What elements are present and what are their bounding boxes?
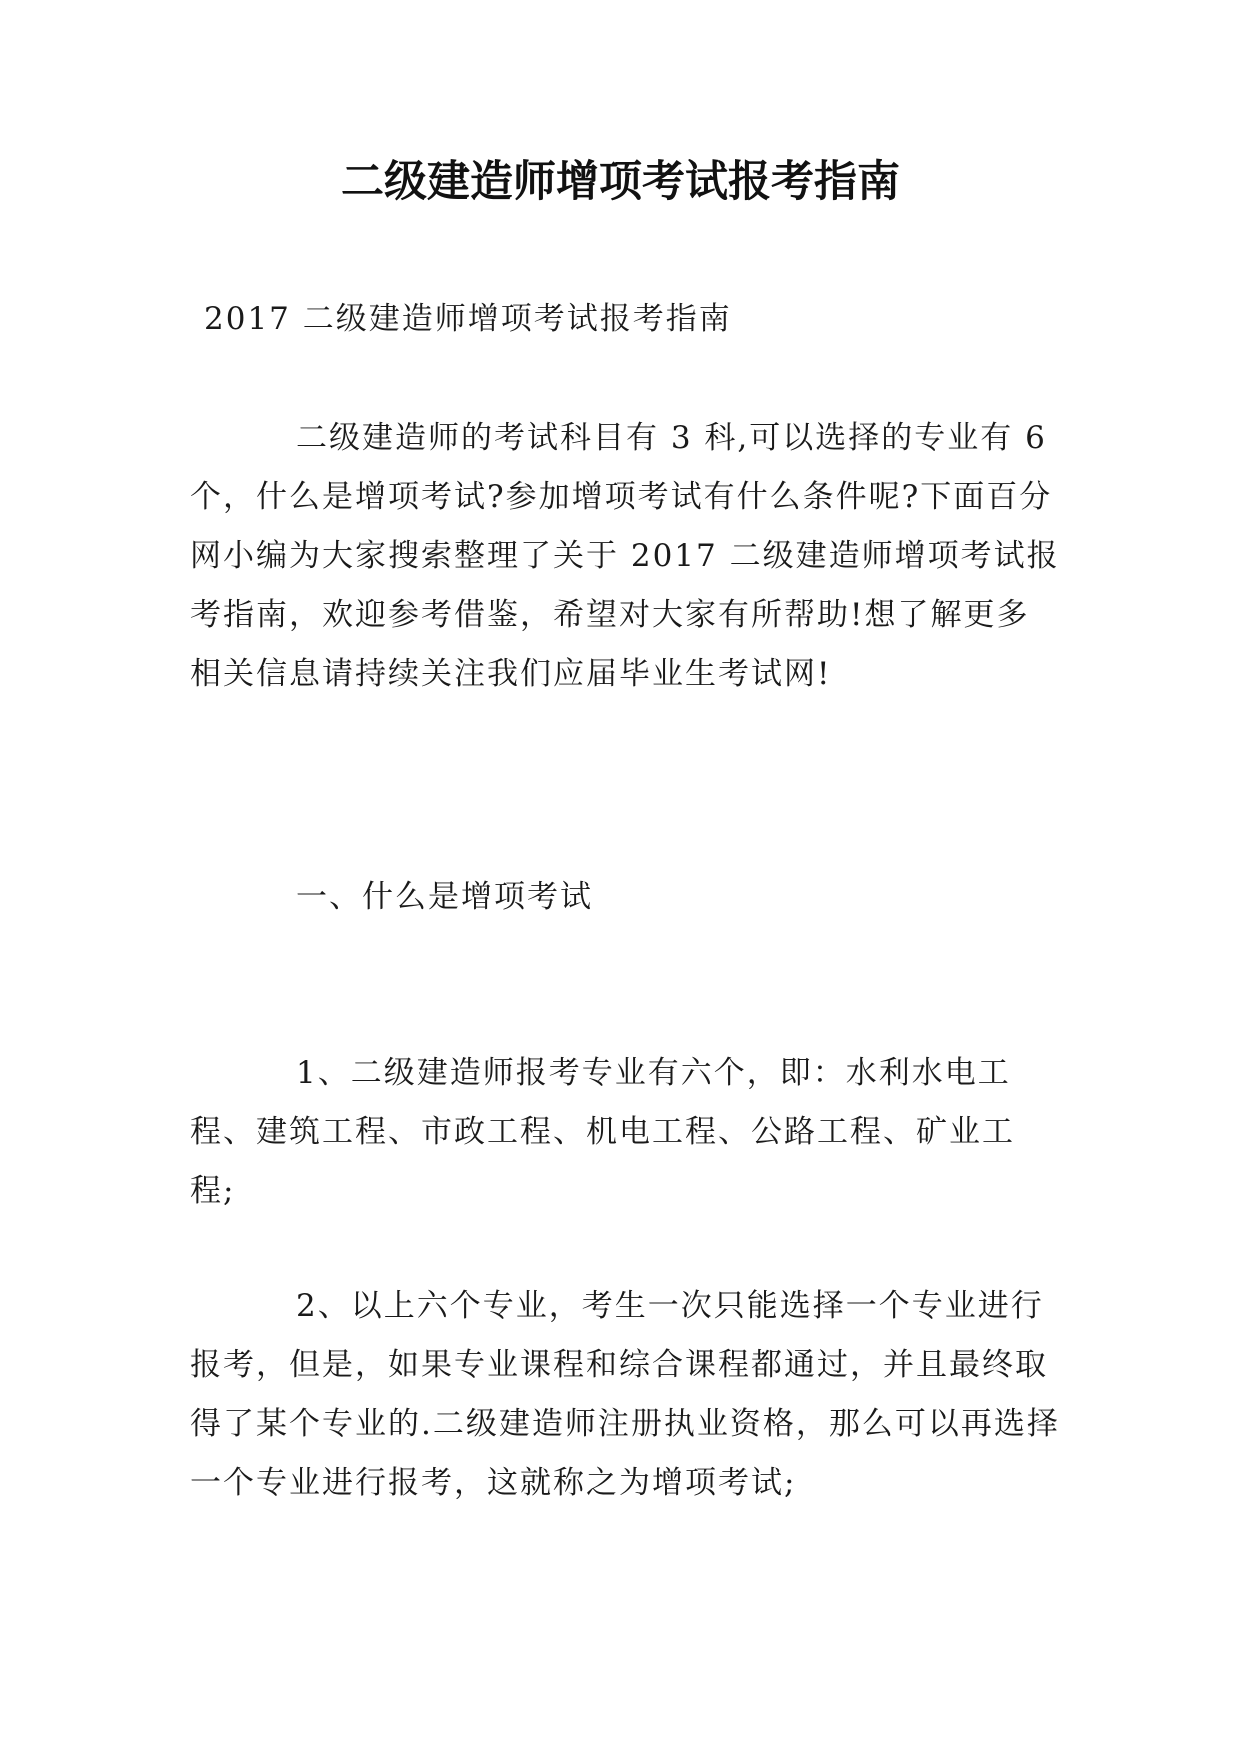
list-item-1: 1、二级建造师报考专业有六个，即：水利水电工程、建筑工程、市政工程、机电工程、公路工程、矿业工程; xyxy=(190,1055,1015,1209)
section-heading: 一、什么是增项考试 xyxy=(296,879,593,915)
list-item-2: 2、以上六个专业，考生一次只能选择一个专业进行报考，但是，如果专业课程和综合课程都通过，并且最终取得了某个专业的.二级建造师注册执业资格，那么可以再选择一个专业进行报考，这就称之为增项考试; xyxy=(190,1288,1060,1501)
document-subtitle: 2017 二级建造师增项考试报考指南 xyxy=(204,301,732,337)
intro-paragraph: 二级建造师的考试科目有 3 科,可以选择的专业有 6 个，什么是增项考试?参加增项考试有什么条件呢?下面百分网小编为大家搜索整理了关于 2017 二级建造师增项考试报考指南，欢迎参考借鉴，希望对大家有所帮助!想了解更多相关信息请持续关注我们应届毕业生考试网! xyxy=(190,420,1060,692)
document-title: 二级建造师增项考试报考指南 xyxy=(341,157,900,207)
